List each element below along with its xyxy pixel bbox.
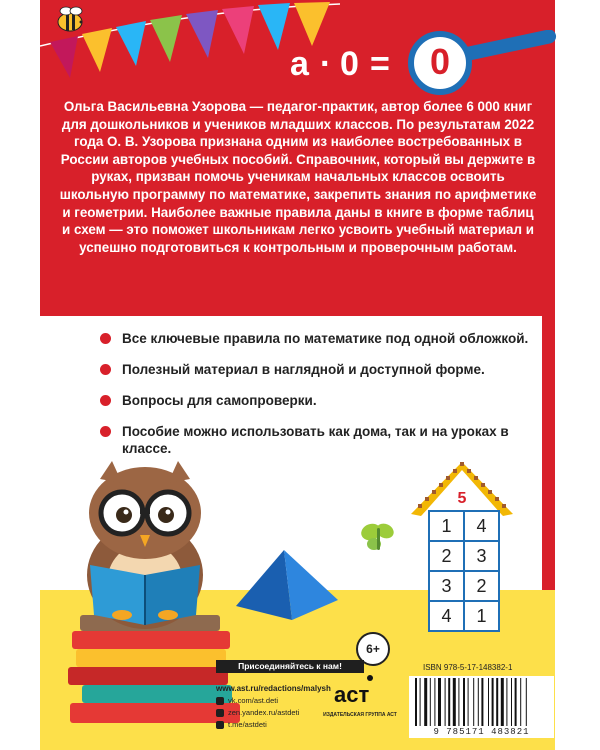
house-row <box>430 570 498 600</box>
bullet-icon <box>100 395 111 406</box>
flag-6 <box>222 6 254 54</box>
flag-7 <box>258 3 290 50</box>
barcode <box>409 676 554 728</box>
ast-logo-text: аст <box>334 682 370 707</box>
number-house <box>409 460 515 630</box>
barcode-bar <box>415 678 417 726</box>
social-link-zen[interactable]: zen.yandex.ru/astdeti <box>216 708 364 718</box>
barcode-bar <box>430 678 431 726</box>
barcode-bar <box>438 678 441 726</box>
barcode-bar <box>453 678 456 726</box>
books-stack-icon <box>68 615 240 723</box>
barcode-bar <box>478 678 479 726</box>
equation-zero: 0 <box>340 45 359 83</box>
barcode-bar <box>448 678 450 726</box>
website-link[interactable]: www.ast.ru/redactions/malysh <box>216 684 331 693</box>
barcode-bar <box>473 678 474 726</box>
vk-icon <box>216 697 224 705</box>
flag-4 <box>150 15 182 62</box>
barcode-bar <box>515 678 517 726</box>
house-cell: 4 <box>476 516 487 536</box>
bullet-icon <box>100 364 111 375</box>
house-cell: 2 <box>476 576 487 596</box>
butterfly-icon <box>360 520 396 554</box>
zen-icon <box>216 709 224 717</box>
ast-logo <box>330 672 380 708</box>
telegram-icon <box>216 721 224 729</box>
feature-list <box>100 330 530 471</box>
house-cell: 3 <box>430 572 465 600</box>
house-top-number: 5 <box>457 490 467 507</box>
feature-item: Полезный материал в наглядной и доступной форме. <box>100 361 530 378</box>
flag-1 <box>50 36 78 78</box>
house-cell: 3 <box>476 546 487 566</box>
equation-result: 0 <box>429 41 451 82</box>
barcode-bar <box>526 678 527 726</box>
social-link-telegram[interactable]: t.me/astdeti <box>216 720 364 730</box>
age-rating-badge: 6+ <box>356 632 390 666</box>
author-description: Ольга Васильевна Узорова — педагог-практик, автор более 6 000 книг для дошкольников и учеников младших классов. По результатам 2022 года О. В. Узорова признана одним из наиболее востребованных в России авторов учебных пособий. Справочник, который вы держите в руках, призван помочь ученикам начальных классов освоить школьную программу по математике, закрепить знания по арифметике и геометрии. Наиболее важные правила даны в книге в форме таблиц и схем — это поможет школьникам легко усвоить учебный материал и успешно подготовиться к контрольным и проверочным работам. <box>59 99 537 255</box>
isbn-label: ISBN 978-5-17-148382-1 <box>423 663 513 672</box>
house-grid <box>428 510 500 632</box>
house-row <box>430 512 498 540</box>
equation-dot: · <box>320 45 332 83</box>
pyramid-icon <box>232 548 342 622</box>
equation <box>290 38 550 98</box>
feature-item: Вопросы для самопроверки. <box>100 392 530 409</box>
house-cell: 4 <box>430 602 465 630</box>
flag-2 <box>82 28 112 72</box>
barcode-bar <box>468 678 469 726</box>
barcode-bar <box>434 678 435 726</box>
barcode-bar <box>445 678 446 726</box>
house-cell: 2 <box>430 542 465 570</box>
publisher-name: ИЗДАТЕЛЬСКАЯ ГРУППА АСТ <box>323 712 397 718</box>
house-row <box>430 540 498 570</box>
feature-item: Пособие можно использовать как дома, так и на уроках в классе. <box>100 423 530 457</box>
barcode-bar <box>496 678 498 726</box>
barcode-bar <box>492 678 494 726</box>
barcode-bar <box>501 678 504 726</box>
house-row <box>430 600 498 630</box>
barcode-bar <box>424 678 427 726</box>
equation-equals: = <box>370 45 390 83</box>
barcode-bar <box>458 678 459 726</box>
house-cell: 1 <box>476 606 487 626</box>
house-cell: 1 <box>430 512 465 540</box>
bullet-icon <box>100 426 111 437</box>
barcode-bar <box>488 678 489 726</box>
barcode-bar <box>420 678 421 726</box>
bullet-icon <box>100 333 111 344</box>
feature-item: Все ключевые правила по математике под одной обложкой. <box>100 330 530 347</box>
barcode-digits: 9 785171 483821 <box>409 726 554 738</box>
barcode-bar <box>463 678 465 726</box>
barcode-bar <box>520 678 521 726</box>
join-title: Присоединяйтесь к нам! <box>216 660 364 673</box>
equation-a: a <box>290 45 309 83</box>
barcode-bar <box>481 678 483 726</box>
barcode-bar <box>511 678 512 726</box>
social-link-vk[interactable]: vk.com/ast.deti <box>216 696 364 706</box>
flag-5 <box>186 10 218 58</box>
bee-icon <box>58 7 83 31</box>
barcode-bar <box>506 678 507 726</box>
flag-3 <box>116 21 146 66</box>
